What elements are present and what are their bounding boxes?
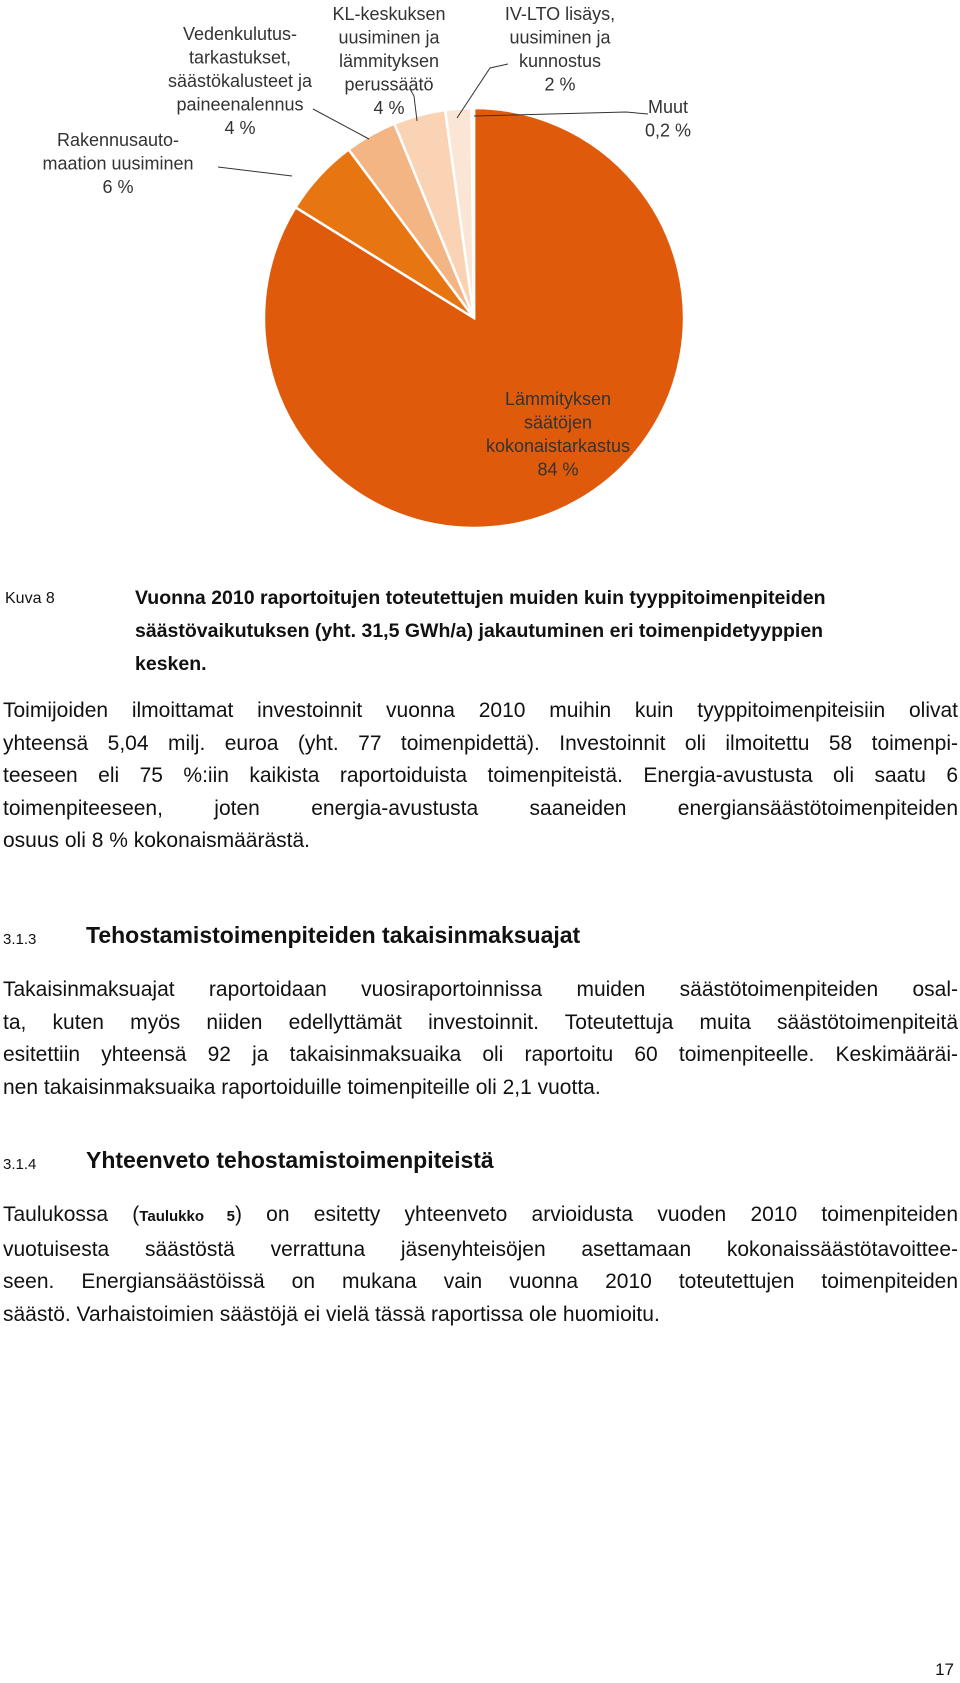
paragraph-line: Toimijoiden ilmoittamat investoinnit vuonna 2010 muihin kuin tyyppitoimenpiteisiin olivat: [3, 699, 958, 722]
paragraph-line: yhteensä 5,04 milj. euroa (yht. 77 toimenpidettä). Investoinnit oli ilmoitettu 58 toimenpi-: [3, 731, 958, 755]
paragraph-line: vuotuisesta säästöstä verrattuna jäsenyhteisöjen asettamaan kokonaissäästötavoittee-: [3, 1237, 958, 1261]
paragraph-line: Takaisinmaksuajat raportoidaan vuosiraportoinnissa muiden säästötoimenpiteiden osal-: [3, 978, 958, 1001]
figure-label: Kuva 8: [5, 590, 55, 607]
leader-line-rakennusautomaatio: [218, 167, 292, 176]
table-reference-link[interactable]: Taulukko 5: [139, 1208, 235, 1225]
paragraph-line: säästö. Varhaistoimien säästöjä ei vielä tässä raportissa ole huomioitu.: [3, 1302, 660, 1326]
slice-label-2: Vedenkulutus-tarkastukset, säästökalusteet ja paineenalennus 4 %: [167, 24, 313, 138]
paragraph-line: osuus oli 8 % kokonaismäärästä.: [3, 829, 310, 852]
slice-label-4: IV-LTO lisäys, uusiminen ja kunnostus 2 %: [504, 4, 616, 95]
caption-line: säästövaikutuksen (yht. 31,5 GWh/a) jakautuminen eri toimenpidetyyppien: [135, 620, 824, 642]
paragraph-line: seen. Energiansäästöissä on mukana vain vuonna 2010 toteutettujen toimenpiteiden: [3, 1270, 958, 1293]
pie-chart: [0, 0, 960, 570]
paragraph-line: Taulukossa (Taulukko 5) on esitetty yhteenveto arvioidusta vuoden 2010 toimenpiteiden: [3, 1203, 958, 1226]
paragraph-line: toimenpiteeseen, joten energia-avustusta saaneiden energiansäästötoimenpiteiden: [3, 796, 958, 820]
paragraph-line: nen takaisinmaksuaika raportoiduille toimenpiteille oli 2,1 vuotta.: [3, 1075, 601, 1099]
body-paragraph-payback: [3, 974, 958, 1104]
section-heading: Tehostamistoimenpiteiden takaisinmaksuajat: [86, 922, 581, 948]
section-number: 3.1.4: [3, 1156, 37, 1173]
slice-label-0: Lämmityksen säätöjen kokonaistarkastus 84 %: [485, 389, 631, 480]
slice-label-1: Rakennusauto-maation uusiminen 6 %: [42, 130, 194, 197]
page-number: 17: [935, 1660, 954, 1679]
caption-line: Vuonna 2010 raportoitujen toteutettujen muiden kuin tyyppitoimenpiteiden: [135, 587, 826, 609]
figure-caption: [135, 582, 925, 681]
paragraph-line: ta, kuten myös niiden edellyttämät investoinnit. Toteutettuja muita säästötoimenpiteitä: [3, 1010, 958, 1034]
caption-line: kesken.: [135, 653, 207, 675]
paragraph-line: esitettiin yhteensä 92 ja takaisinmaksuaika oli raportoitu 60 toimenpiteelle. Keskimääräi-: [3, 1043, 958, 1066]
slice-label-3: KL-keskuksen uusiminen ja lämmityksen perussäätö 4 %: [332, 4, 446, 118]
body-paragraph-investments: [3, 695, 958, 858]
section-heading: Yhteenveto tehostamistoimenpiteistä: [86, 1147, 494, 1173]
slice-label-5: Muut 0,2 %: [644, 97, 692, 141]
leader-line-vedenkulutus: [313, 109, 369, 139]
section-number: 3.1.3: [3, 931, 37, 948]
body-paragraph-summary: [3, 1199, 958, 1331]
paragraph-line: teeseen eli 75 %:iin kaikista raportoiduista toimenpiteistä. Energia-avustusta oli saatu 6: [3, 764, 958, 787]
